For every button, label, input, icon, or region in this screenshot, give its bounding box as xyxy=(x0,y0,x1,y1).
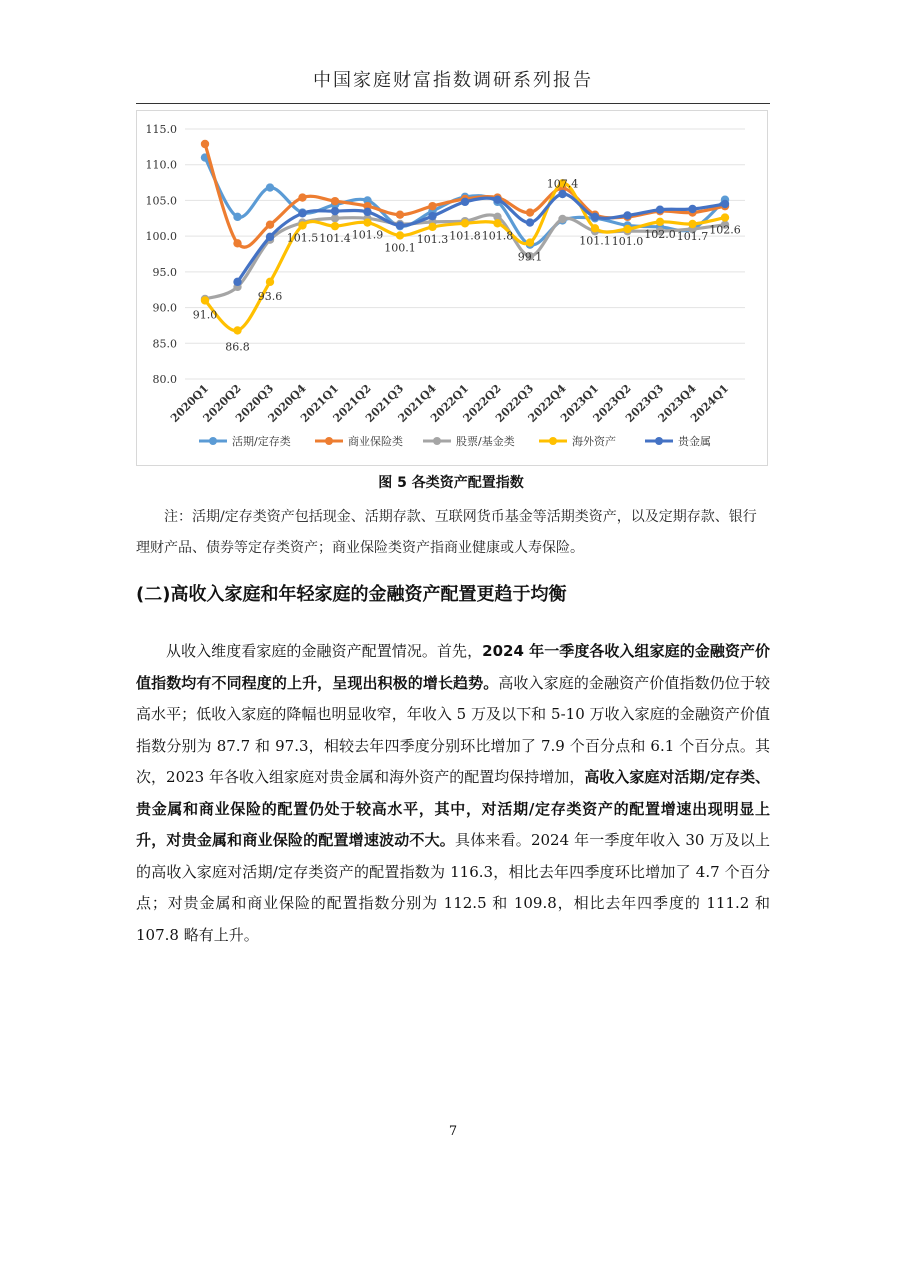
series-point xyxy=(623,211,631,219)
series-point xyxy=(298,209,306,217)
series-point xyxy=(428,223,436,231)
section-title: (二)高收入家庭和年轻家庭的金融资产配置更趋于均衡 xyxy=(136,584,567,605)
x-tick-label: 2020Q3 xyxy=(233,381,277,425)
series-point xyxy=(688,205,696,213)
header-rule xyxy=(136,103,770,104)
legend-label: 海外资产 xyxy=(572,435,616,448)
series-point xyxy=(526,238,534,246)
x-tick-label: 2022Q4 xyxy=(525,381,569,425)
x-tick-label: 2022Q1 xyxy=(428,381,472,425)
data-label: 101.8 xyxy=(481,229,514,243)
series-point xyxy=(623,225,631,233)
data-label: 93.6 xyxy=(257,289,283,303)
text-run: 高收入家庭的金融资产价值指数仍位于较高水平；低收入家庭的降幅也明显收窄，年收入 5 万及以下和 5-10 万收入家庭的金融资产价值指数分别为 87.7 和 97.3，相较去年四季度分别环比增加了 7.9 个百分点和 6.1 个百分点。其次，2023 年各收入组家庭对贵金属和海外资产的配置均保持增加， xyxy=(136,673,770,786)
data-label: 99.1 xyxy=(517,250,543,264)
data-label: 101.1 xyxy=(579,234,611,248)
x-tick-label: 2022Q3 xyxy=(493,381,537,425)
x-tick-label: 2020Q1 xyxy=(168,381,212,425)
series-point xyxy=(266,221,274,229)
series-point xyxy=(363,218,371,226)
series-point xyxy=(461,219,469,227)
figure-note: 注：活期/定存类资产包括现金、活期存款、互联网货币基金等活期类资产，以及定期存款、银行理财产品、债券等定存类资产；商业保险类资产指商业健康或人寿保险。 xyxy=(136,509,757,556)
data-label: 86.8 xyxy=(225,340,250,354)
data-label: 101.0 xyxy=(611,235,644,248)
y-tick-label: 105.0 xyxy=(145,194,177,208)
series-point xyxy=(266,278,274,286)
x-tick-label: 2024Q1 xyxy=(688,381,732,425)
figure-caption: 图 5 各类资产配置指数 xyxy=(378,475,524,491)
series-point xyxy=(396,211,404,219)
legend-label: 股票/基金类 xyxy=(456,435,515,448)
legend-label: 商业保险类 xyxy=(348,435,403,448)
series-point xyxy=(233,326,241,334)
x-tick-label: 2021Q1 xyxy=(298,381,342,425)
x-tick-label: 2022Q2 xyxy=(460,381,504,425)
text-run: 具体来看。2024 年一季度年收入 30 万及以上的高收入家庭对活期/定存类资产的配置指数为 116.3，相比去年四季度环比增加了 4.7 个百分点；对贵金属和商业保险的配置指数分别为 112.5 和 109.8，相比去年四季度的 111.2 和 107.8 略有上升。 xyxy=(136,831,770,944)
series-point xyxy=(493,196,501,204)
x-tick-label: 2021Q4 xyxy=(395,381,439,425)
data-label: 101.4 xyxy=(319,232,351,246)
report-header-title: 中国家庭财富指数调研系列报告 xyxy=(313,70,593,91)
series-point xyxy=(396,221,404,229)
x-tick-label: 2023Q1 xyxy=(558,381,602,425)
y-tick-label: 110.0 xyxy=(145,158,177,172)
series-point xyxy=(233,278,241,286)
data-label: 102.0 xyxy=(644,227,676,241)
y-tick-label: 80.0 xyxy=(152,373,177,386)
series-point xyxy=(526,208,534,216)
x-tick-label: 2023Q2 xyxy=(590,381,634,425)
text-run: 从收入维度看家庭的金融资产配置情况。首先， xyxy=(166,642,483,660)
series-point xyxy=(363,208,371,216)
series-point xyxy=(266,183,274,191)
series-point xyxy=(526,218,534,226)
x-tick-label: 2021Q2 xyxy=(330,381,374,425)
data-label: 100.1 xyxy=(384,241,416,255)
data-label: 101.3 xyxy=(416,232,449,246)
data-label: 101.8 xyxy=(449,229,481,243)
chart-svg xyxy=(137,111,767,465)
legend-swatch-marker xyxy=(433,437,441,445)
data-label: 102.6 xyxy=(709,223,741,237)
bold-text-run: 2024 年一季度各收入组家庭的金融资产价值指数均有不同程度的上升，呈现出积极的增长趋势。 xyxy=(136,642,770,692)
series-point xyxy=(558,190,566,198)
legend-label: 活期/定存类 xyxy=(232,435,291,448)
series-point xyxy=(298,221,306,229)
legend-label: 贵金属 xyxy=(678,435,711,448)
series-point xyxy=(233,239,241,247)
x-tick-label: 2020Q2 xyxy=(200,381,244,425)
y-tick-label: 85.0 xyxy=(152,337,177,351)
data-label: 107.4 xyxy=(546,177,579,191)
x-tick-label: 2021Q3 xyxy=(363,381,407,425)
y-tick-label: 90.0 xyxy=(152,301,177,315)
y-tick-label: 95.0 xyxy=(152,265,177,279)
legend-swatch-marker xyxy=(209,437,217,445)
bold-text-run: 高收入家庭对活期/定存类、贵金属和商业保险的配置仍处于较高水平，其中，对活期/定存类资产的配置增速出现明显上升，对贵金属和商业保险的配置增速波动不大。 xyxy=(136,768,770,849)
series-point xyxy=(721,213,729,221)
series-point xyxy=(201,140,209,148)
series-point xyxy=(461,198,469,206)
y-tick-label: 115.0 xyxy=(145,123,177,136)
series-point xyxy=(396,231,404,239)
series-point xyxy=(266,233,274,241)
data-label: 101.9 xyxy=(351,228,384,242)
data-label: 101.5 xyxy=(286,231,319,245)
legend-swatch-marker xyxy=(549,437,557,445)
series-point xyxy=(201,296,209,304)
body-paragraph xyxy=(136,636,770,951)
series-point xyxy=(721,200,729,208)
series-point xyxy=(428,202,436,210)
series-point xyxy=(558,215,566,223)
series-point xyxy=(331,214,339,222)
series-point xyxy=(656,206,664,214)
data-label: 101.7 xyxy=(676,230,709,243)
data-label: 91.0 xyxy=(192,308,218,322)
series-point xyxy=(591,224,599,232)
y-tick-label: 100.0 xyxy=(145,230,177,244)
x-tick-label: 2023Q4 xyxy=(655,381,699,425)
series-point xyxy=(233,213,241,221)
x-tick-label: 2020Q4 xyxy=(265,381,309,425)
legend-swatch-marker xyxy=(325,437,333,445)
series-point xyxy=(656,218,664,226)
series-point xyxy=(591,213,599,221)
series-point xyxy=(298,193,306,201)
series-point xyxy=(331,222,339,230)
asset-allocation-chart xyxy=(136,110,768,466)
page-number: 7 xyxy=(448,1124,458,1139)
series-point xyxy=(688,220,696,228)
series-point xyxy=(493,219,501,227)
series-point xyxy=(331,207,339,215)
x-tick-label: 2023Q3 xyxy=(623,381,667,425)
series-point xyxy=(428,212,436,220)
series-point xyxy=(331,197,339,205)
legend-swatch-marker xyxy=(655,437,663,445)
